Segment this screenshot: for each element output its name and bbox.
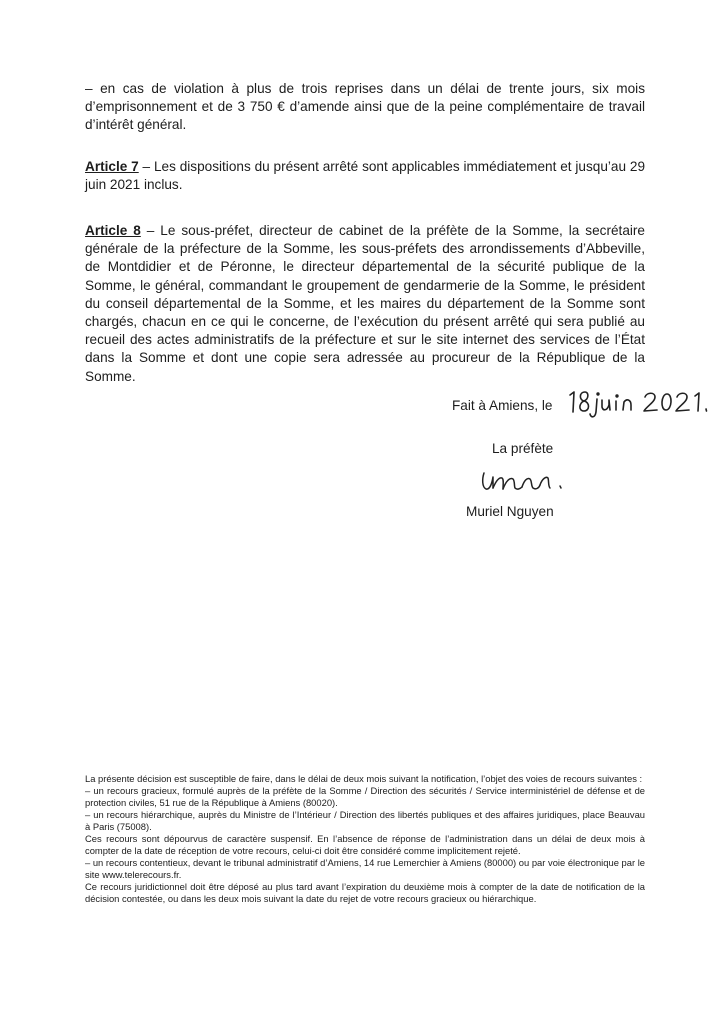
handwritten-signature [478,465,578,495]
signer-name: Muriel Nguyen [466,504,554,519]
article-7-label: Article 7 [85,159,139,174]
article-7 [85,158,645,194]
notice-line: – un recours hiérarchique, auprès du Ministre de l’Intérieur / Direction des libertés publiques et des affaires juridiques, place Beauvau à Paris (75008). [85,809,645,832]
article-8-text: – Le sous-préfet, directeur de cabinet de la préfète de la Somme, la secrétaire générale de la préfecture de la Somme, les sous-préfets des arrondissements d’Abbeville, de Montdidier et de Péronne, le directeur départemental de la sécurité publique de la Somme, le général, commandant le groupement de gendarmerie de la Somme, le président du conseil départemental de la Somme, et les maires du département de la Somme sont chargés, chacun en ce qui le concerne, de l’exécution du présent arrêté qui sera publié au recueil des actes administratifs de la préfecture et sur le site internet des services de l’État dans la Somme et dont une copie sera adressée au procureur de la République de la Somme. [85,223,645,384]
paragraph-violation-penalty: – en cas de violation à plus de trois reprises dans un délai de trente jours, six mois d’emprisonnement et de 3 750 € d’amende ainsi que de la peine complémentaire de travail d’intérêt général. [85,81,645,133]
article-7-text: – Les dispositions du présent arrêté sont applicables immédiatement et jusqu’au 29 juin 2021 inclus. [85,159,645,193]
article-8-label: Article 8 [85,223,141,238]
notice-line: – un recours gracieux, formulé auprès de la préfète de la Somme / Direction des sécurités / Service interministériel de défense et de protection civiles, 51 rue de la République à Amiens (80020). [85,785,645,808]
notice-line: – un recours contentieux, devant le tribunal administratif d’Amiens, 14 rue Lemerchier à Amiens (80000) ou par voie électronique par le site www.telerecours.fr. [85,857,645,880]
notice-line: Ces recours sont dépourvus de caractère suspensif. En l’absence de réponse de l’administration dans un délai de deux mois à compter de la date de réception de votre recours, celui-ci doit être considéré comme implicitement rejeté. [85,833,645,856]
signer-title: La préfète [492,441,554,456]
signature-place: Fait à Amiens, le [452,398,553,413]
notice-line: Ce recours juridictionnel doit être déposé au plus tard avant l’expiration du deuxième mois à compter de la date de notification de la décision contestée, ou dans les deux mois suivant la date du rejet de votre recours gracieux ou hiérarchique. [85,881,645,904]
appeal-notice [85,773,645,905]
notice-line: La présente décision est susceptible de faire, dans le délai de deux mois suivant la notification, l’objet des voies de recours suivantes : [85,773,643,784]
article-8 [85,222,645,386]
handwritten-date [567,386,717,420]
